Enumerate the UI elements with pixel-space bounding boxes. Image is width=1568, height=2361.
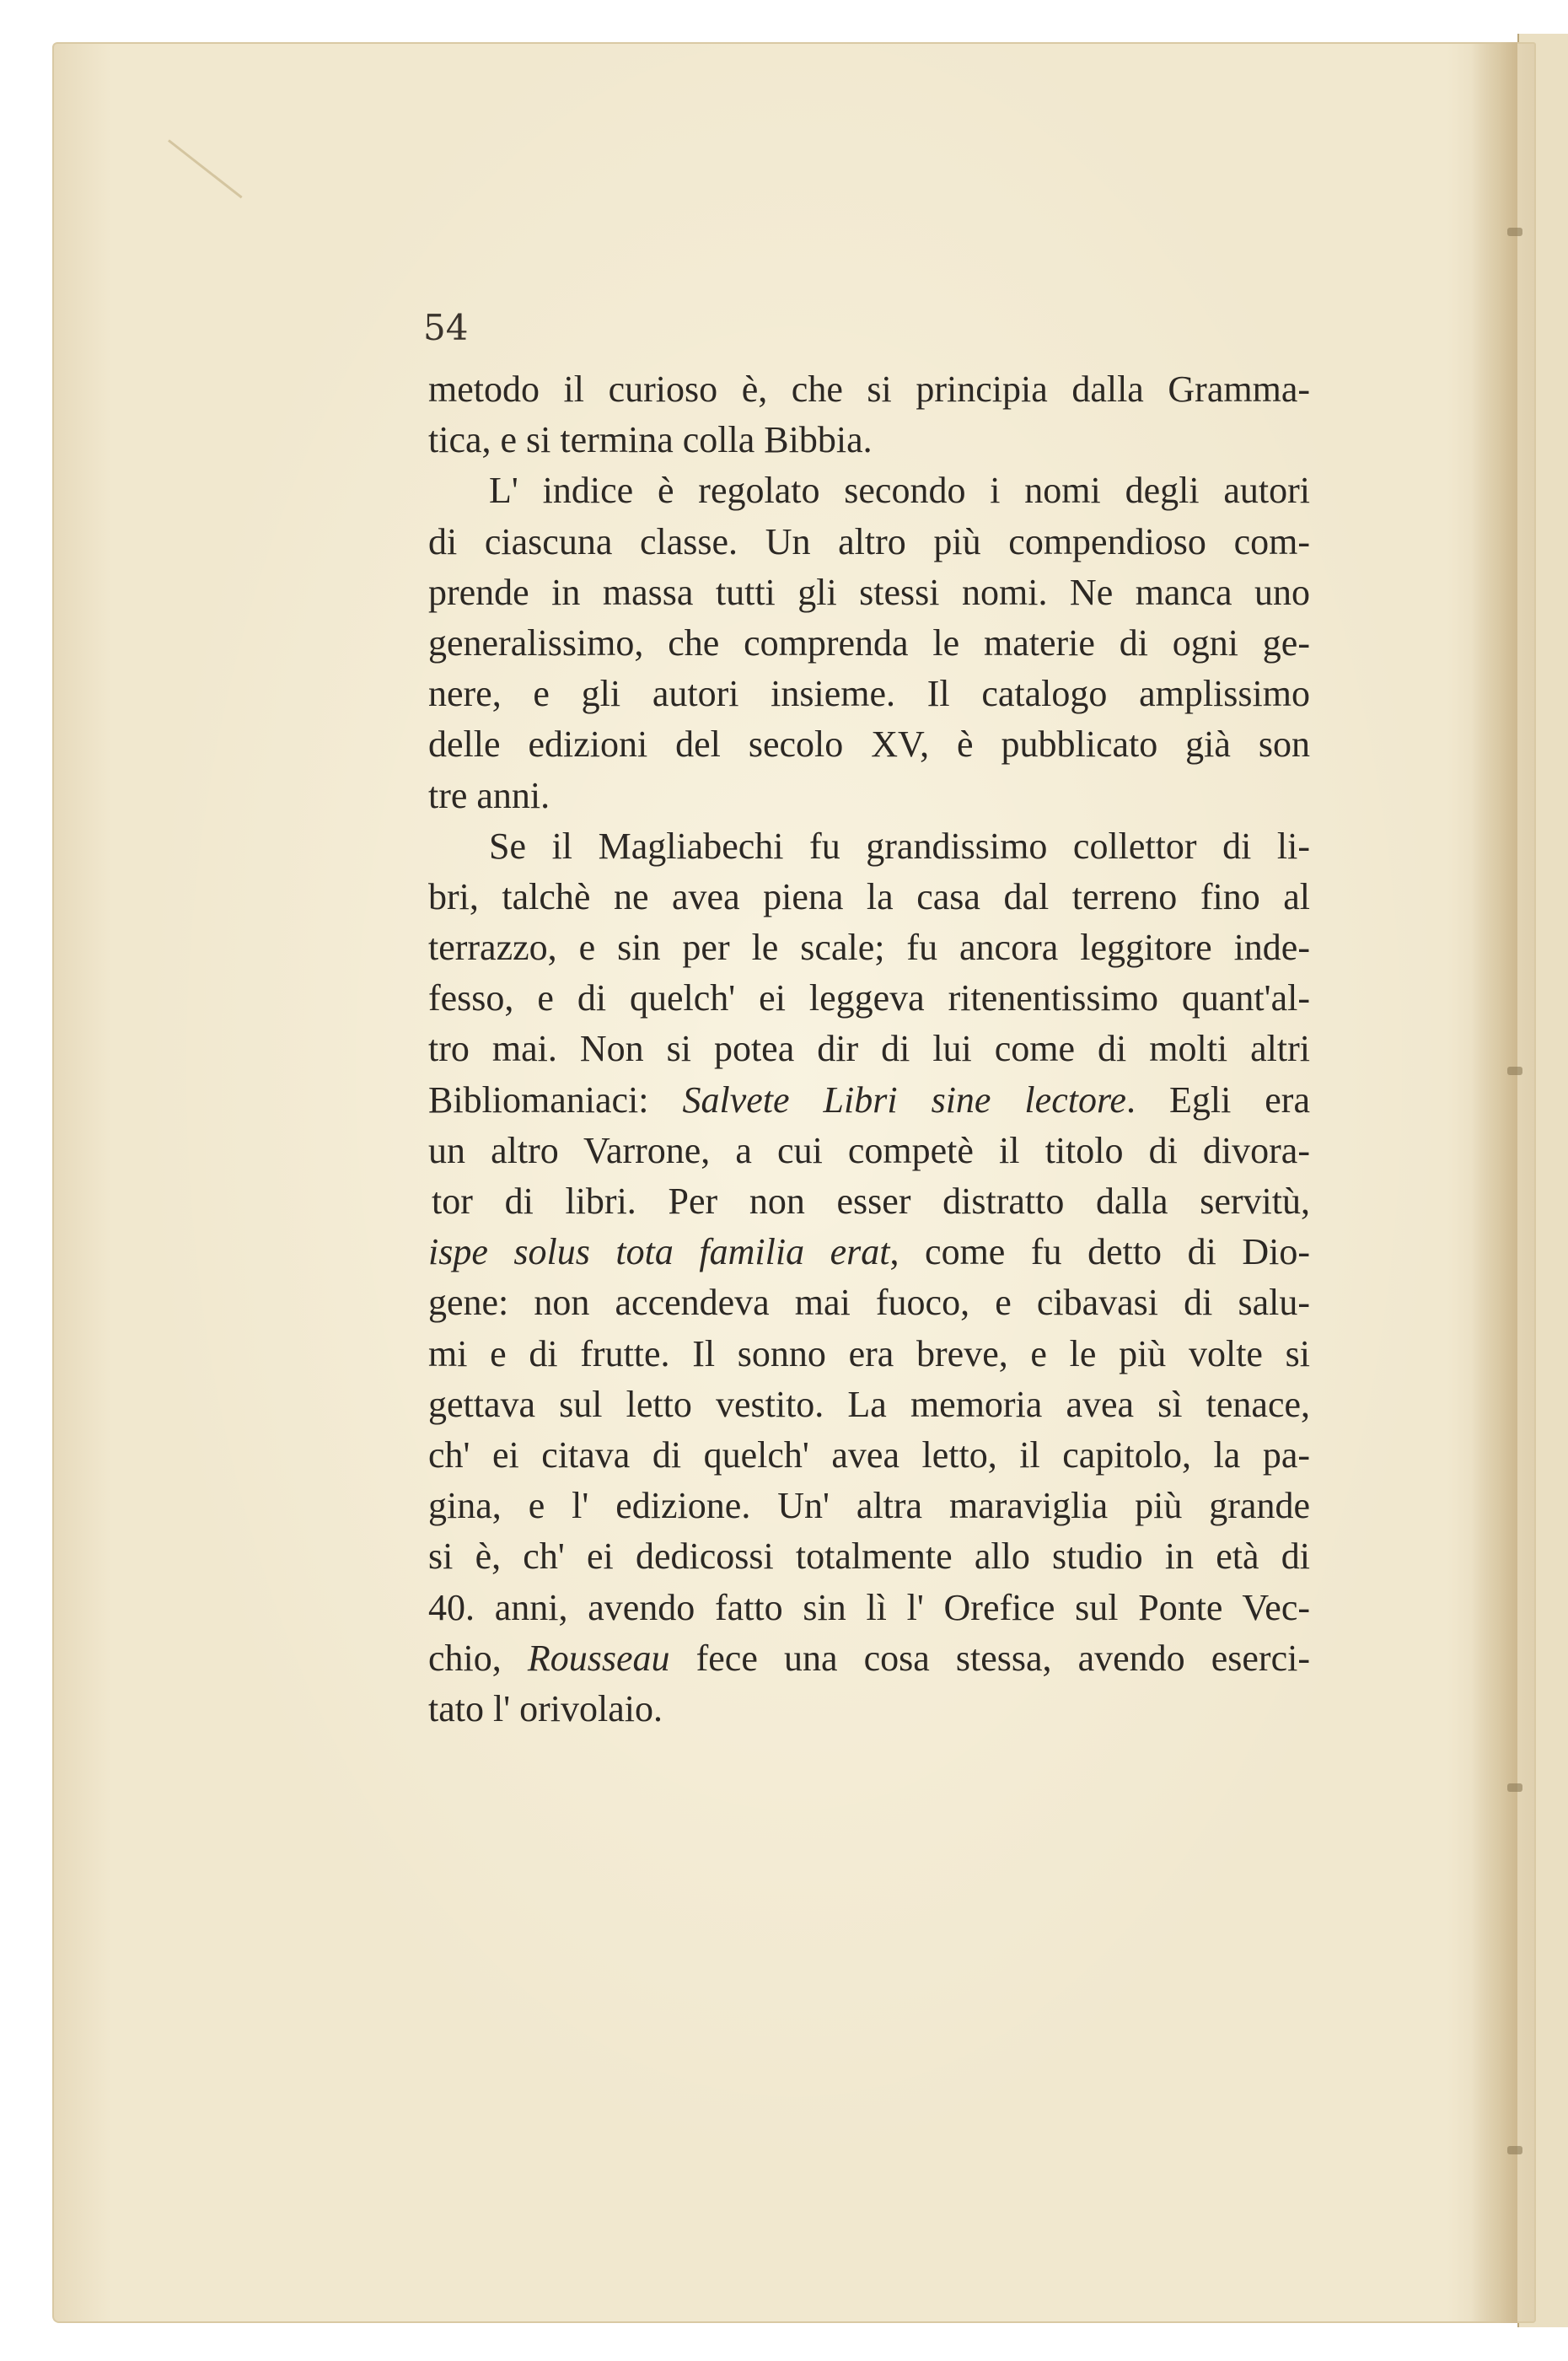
- text-line: gettava sul letto vestito. La memoria avea sì tenace,: [428, 1383, 1310, 1425]
- line-text: . Egli era: [1125, 1078, 1310, 1121]
- line-text: fece una cosa stessa, avendo eserci-: [669, 1637, 1310, 1679]
- page-number: 54: [423, 307, 469, 348]
- text-line-with-italic: [428, 1075, 1310, 1126]
- stitch-mark: [1507, 2146, 1522, 2154]
- text-line: tro mai. Non si potea dir di lui come di molti altri: [428, 1028, 1310, 1070]
- line-text: Bibliomaniaci:: [428, 1078, 683, 1121]
- stitch-mark: [1507, 1067, 1522, 1075]
- text-line: gene: non accendeva mai fuoco, e cibavasi di salu-: [428, 1282, 1310, 1324]
- text-line: terrazzo, e sin per le scale; fu ancora leggitore inde-: [428, 927, 1310, 969]
- body-text: [428, 364, 1310, 1734]
- text-line-with-italic: [428, 1633, 1310, 1684]
- text-line: 40. anni, avendo fatto sin lì l' Orefice sul Ponte Vec-: [428, 1586, 1310, 1628]
- latin-quote: ispe solus tota familia erat: [428, 1231, 890, 1273]
- text-line: tor di libri. Per non esser distratto dalla servitù,: [432, 1180, 1310, 1222]
- text-line: tato l' orivolaio.: [428, 1687, 663, 1729]
- text-line: delle edizioni del secolo XV, è pubblicato già son: [428, 723, 1310, 766]
- text-line: di ciascuna classe. Un altro più compendioso com-: [428, 520, 1310, 562]
- text-line-with-italic: [428, 1227, 1310, 1277]
- stitch-mark: [1507, 228, 1522, 236]
- line-text: chio,: [428, 1637, 528, 1679]
- gutter-shadow: [1471, 42, 1517, 2323]
- text-line: ch' ei citava di quelch' avea letto, il capitolo, la pa-: [428, 1433, 1310, 1476]
- line-text: , come fu detto di Dio-: [889, 1231, 1310, 1273]
- text-line: metodo il curioso è, che si principia dalla Gramma-: [428, 368, 1310, 410]
- text-line: tica, e si termina colla Bibbia.: [428, 419, 873, 461]
- text-line: Se il Magliabechi fu grandissimo collettor di li-: [489, 825, 1310, 867]
- text-line: prende in massa tutti gli stessi nomi. Ne manca uno: [428, 571, 1310, 613]
- text-line: mi e di frutte. Il sonno era breve, e le più volte si: [428, 1332, 1310, 1374]
- text-line: generalissimo, che comprenda le materie di ogni ge-: [428, 621, 1310, 664]
- text-line: bri, talchè ne avea piena la casa dal terreno fino al: [428, 875, 1310, 917]
- stitch-mark: [1507, 1783, 1522, 1792]
- text-line: nere, e gli autori insieme. Il catalogo amplissimo: [428, 673, 1310, 715]
- text-line: fesso, e di quelch' ei leggeva ritenentissimo quant'al-: [428, 977, 1310, 1019]
- text-line: L' indice è regolato secondo i nomi degli autori: [489, 470, 1310, 512]
- text-line: gina, e l' edizione. Un' altra maraviglia più grande: [428, 1485, 1310, 1527]
- text-line: tre anni.: [428, 774, 550, 816]
- latin-quote: Salvete Libri sine lectore: [682, 1078, 1126, 1121]
- author-name: Rousseau: [527, 1637, 670, 1679]
- text-line: un altro Varrone, a cui competè il titolo di divora-: [428, 1129, 1310, 1171]
- text-line: si è, ch' ei dedicossi totalmente allo studio in età di: [428, 1535, 1310, 1578]
